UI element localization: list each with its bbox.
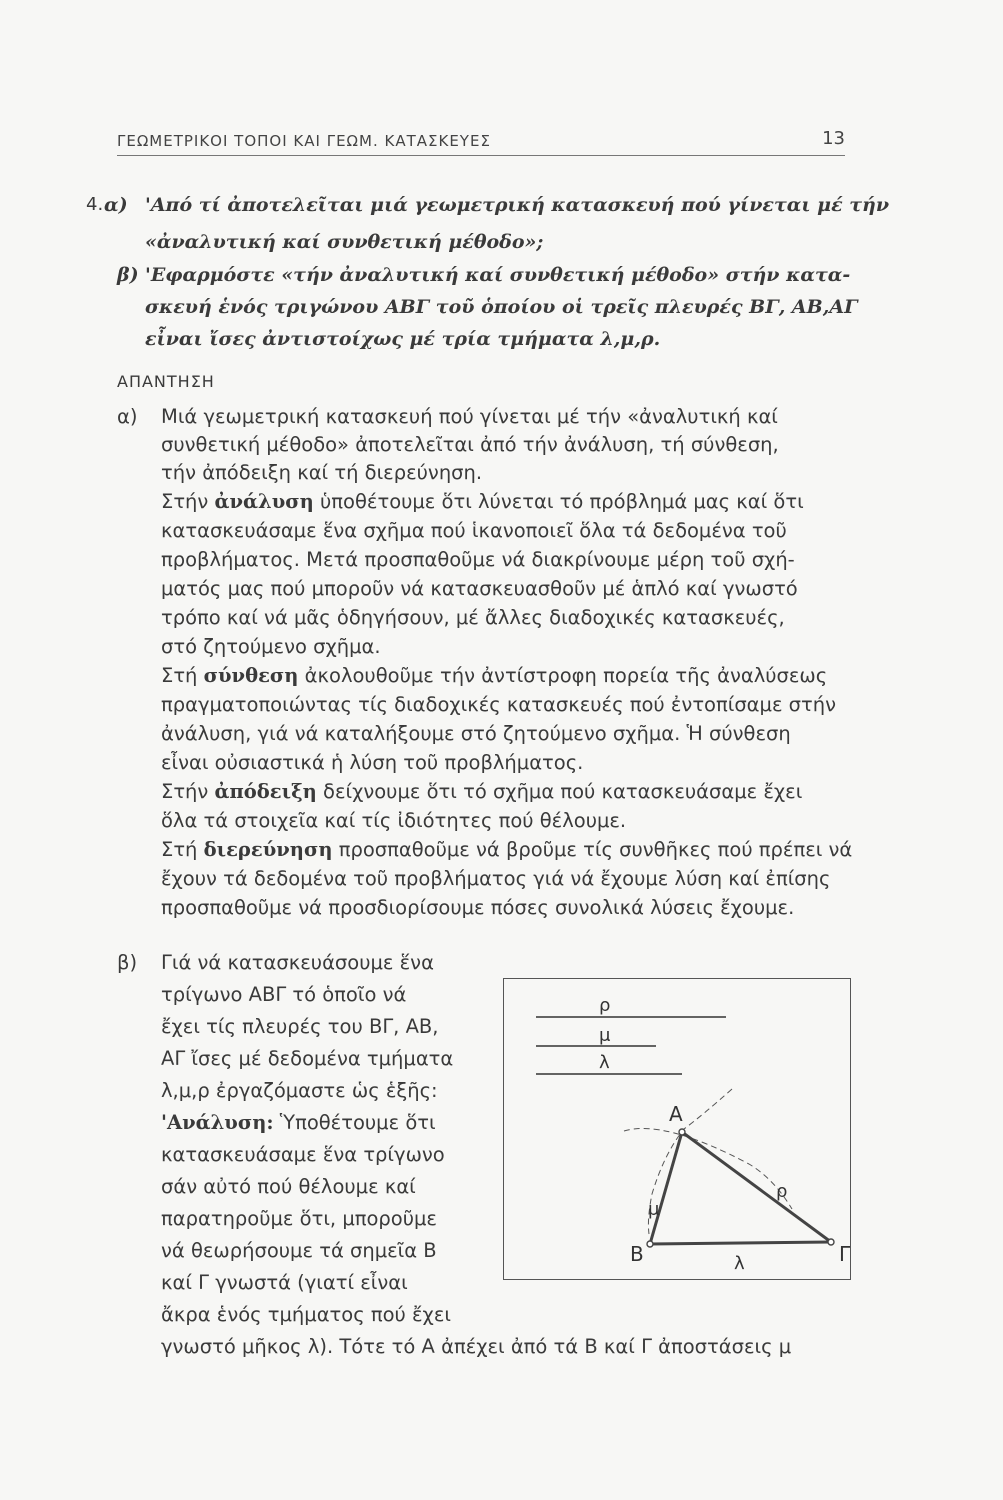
triangle-diagram xyxy=(504,979,852,1281)
answer-a-tag: α) xyxy=(117,405,138,428)
analysis-paragraph-start: Στήν ἀνάλυση ὑποθέτουμε ὅτι λύνεται τό πρόβλημά μας καί ὅτι xyxy=(161,490,804,513)
analysis-line: προβλήματος. Μετά προσπαθοῦμε νά διακρίνουμε μέρη τοῦ σχή- xyxy=(161,548,795,571)
synthesis-line: πραγματοποιώντας τίς διαδοχικές κατασκευές πού ἐντοπίσαμε στήν xyxy=(161,693,837,716)
answer-b-line: παρατηροῦμε ὅτι, μποροῦμε xyxy=(161,1207,437,1230)
answer-a-line: τήν ἀπόδειξη καί τή διερεύνηση. xyxy=(161,461,483,484)
analysis-term: ἀνάλυση xyxy=(214,490,314,513)
point-G-label: Γ xyxy=(839,1242,851,1266)
point-B xyxy=(647,1241,653,1247)
segment-lambda-label: λ xyxy=(599,1052,610,1073)
question-a-line: 'Από τί ἀποτελεῖται μιά γεωμετρική κατασκευή πού γίνεται μέ τήν xyxy=(145,194,890,216)
analysis-line: στό ζητούμενο σχῆμα. xyxy=(161,635,381,658)
answer-a-line: συνθετική μέθοδο» ἀποτελεῖται ἀπό τήν ἀνάλυση, τή σύνθεση, xyxy=(161,433,779,456)
point-B-label: Β xyxy=(630,1242,644,1266)
analysis-line: ματός μας πού μποροῦν νά κατασκευασθοῦν μέ ἁπλό καί γνωστό xyxy=(161,577,798,600)
question-b-tag: β) xyxy=(117,264,139,286)
answer-b-tag: β) xyxy=(117,951,138,974)
answer-a-line: Μιά γεωμετρική κατασκευή πού γίνεται μέ τήν «ἀναλυτική καί xyxy=(161,405,778,428)
arc-rho xyxy=(624,1128,792,1209)
answer-b-line: κατασκευάσαμε ἕνα τρίγωνο xyxy=(161,1143,445,1166)
segment-rho-label: ρ xyxy=(599,995,611,1016)
answer-b-line: ἔχει τίς πλευρές του ΒΓ, ΑΒ, xyxy=(161,1015,439,1038)
answer-heading: ΑΠΑΝΤΗΣΗ xyxy=(117,372,215,391)
discussion-line: ἔχουν τά δεδομένα τοῦ προβλήματος γιά νά ἔχουμε λύση καί ἐπίσης xyxy=(161,867,831,890)
question-b-line: σκευή ἑνός τριγώνου ΑΒΓ τοῦ ὁποίου οἱ τρεῖς πλευρές ΒΓ, ΑΒ,ΑΓ xyxy=(145,296,858,318)
proof-line: ὅλα τά στοιχεῖα καί τίς ἰδιότητες πού θέλουμε. xyxy=(161,809,627,832)
header-rule xyxy=(117,155,845,156)
answer-b-line: ΑΓ ἴσες μέ δεδομένα τμήματα xyxy=(161,1047,454,1070)
synthesis-line: εἶναι οὐσιαστικά ἡ λύση τοῦ προβλήματος. xyxy=(161,751,584,774)
answer-b-line: τρίγωνο ΑΒΓ τό ὁποῖο νά xyxy=(161,983,407,1006)
point-A xyxy=(679,1129,685,1135)
side-lambda-label: λ xyxy=(734,1253,745,1274)
synthesis-line: ἀνάλυση, γιά νά καταλήξουμε στό ζητούμενο σχῆμα. Ἡ σύνθεση xyxy=(161,722,791,745)
proof-paragraph-start: Στήν ἀπόδειξη δείχνουμε ὅτι τό σχῆμα πού κατασκευάσαμε ἔχει xyxy=(161,780,803,803)
question-b-line: 'Εφαρμόστε «τήν ἀναλυτική καί συνθετική μέθοδο» στήν κατα- xyxy=(145,264,851,286)
page-number: 13 xyxy=(822,128,845,149)
answer-b-line: σάν αὐτό πού θέλουμε καί xyxy=(161,1175,416,1198)
answer-b-line: νά θεωρήσουμε τά σημεῖα Β xyxy=(161,1239,437,1262)
b-analysis-start: 'Ανάλυση: Ὑποθέτουμε ὅτι xyxy=(161,1111,436,1134)
point-G xyxy=(828,1239,834,1245)
discussion-term: διερεύνηση xyxy=(203,838,333,861)
running-title: ΓΕΩΜΕΤΡΙΚΟΙ ΤΟΠΟΙ ΚΑΙ ΓΕΩΜ. ΚΑΤΑΣΚΕΥΕΣ xyxy=(117,132,491,150)
synthesis-paragraph-start: Στή σύνθεση ἀκολουθοῦμε τήν ἀντίστροφη πορεία τῆς ἀναλύσεως xyxy=(161,664,828,687)
b-analysis-term: 'Ανάλυση: xyxy=(161,1111,274,1134)
side-rho-label: ρ xyxy=(776,1181,788,1202)
discussion-line: προσπαθοῦμε νά προσδιορίσουμε πόσες συνολικά λύσεις ἔχουμε. xyxy=(161,896,795,919)
question-a-tag: α) xyxy=(104,194,128,216)
discussion-paragraph-start: Στή διερεύνηση προσπαθοῦμε νά βροῦμε τίς συνθῆκες πού πρέπει νά xyxy=(161,838,853,861)
answer-b-line: καί Γ γνωστά (γιατί εἶναι xyxy=(161,1271,408,1294)
question-a-line: «ἀναλυτική καί συνθετική μέθοδο»; xyxy=(145,231,544,253)
side-AB xyxy=(650,1132,682,1244)
point-A-label: Α xyxy=(669,1102,683,1126)
triangle-figure xyxy=(503,978,851,1280)
answer-b-line: λ,μ,ρ ἐργαζόμαστε ὡς ἑξῆς: xyxy=(161,1079,438,1102)
side-mu-label: μ xyxy=(648,1199,660,1220)
answer-b-line: Γιά νά κατασκευάσουμε ἕνα xyxy=(161,951,434,974)
analysis-line: τρόπο καί νά μᾶς ὁδηγήσουν, μέ ἄλλες διαδοχικές κατασκευές, xyxy=(161,606,785,629)
question-b-line: εἶναι ἴσες ἀντιστοίχως μέ τρία τμήματα λ,μ,ρ. xyxy=(145,328,661,350)
question-number: 4. xyxy=(86,194,104,215)
synthesis-term: σύνθεση xyxy=(203,664,299,687)
analysis-line: κατασκευάσαμε ἕνα σχῆμα πού ἱκανοποιεῖ ὅλα τά δεδομένα τοῦ xyxy=(161,519,787,542)
segment-mu-label: μ xyxy=(599,1025,611,1046)
page-header xyxy=(117,128,845,154)
answer-b-last-line: γνωστό μῆκος λ). Τότε τό Α ἀπέχει ἀπό τά Β καί Γ ἀποστάσεις μ xyxy=(161,1335,792,1358)
answer-b-line: ἄκρα ἑνός τμήματος πού ἔχει xyxy=(161,1303,451,1326)
side-AG xyxy=(682,1132,831,1242)
side-BG xyxy=(650,1242,831,1244)
proof-term: ἀπόδειξη xyxy=(214,780,317,803)
